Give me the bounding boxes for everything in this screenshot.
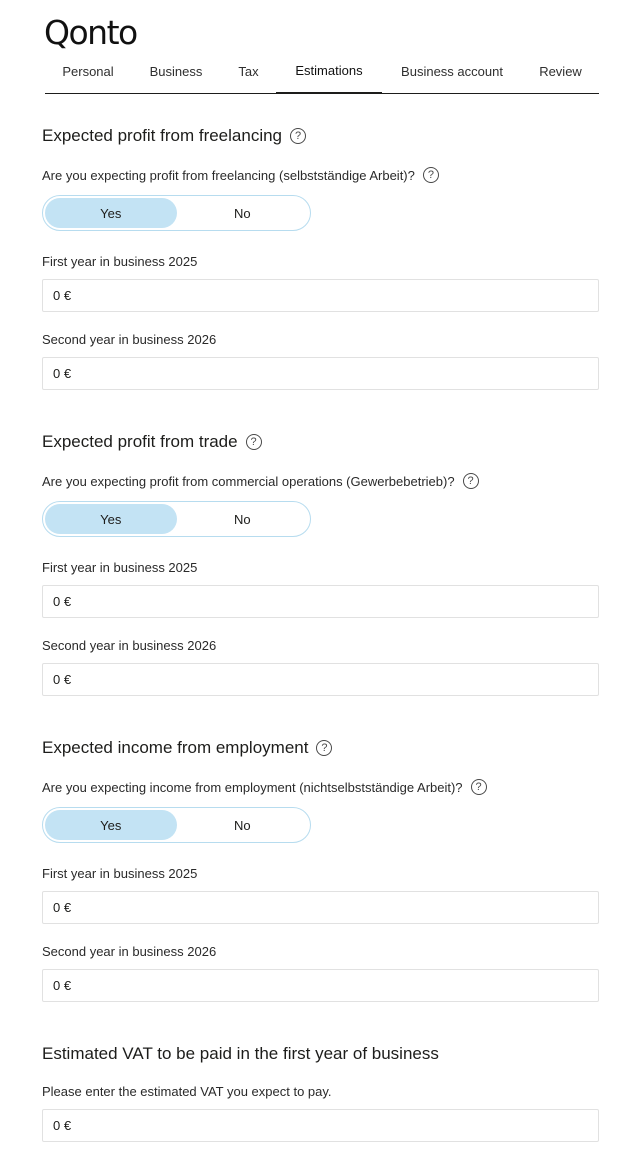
step-tabs [45, 48, 599, 94]
tab-business-account[interactable]: Business account [401, 63, 503, 79]
freelancing-first-year-label: First year in business 2025 [42, 254, 198, 269]
question-circle-icon[interactable]: ? [290, 128, 306, 144]
tab-tax[interactable]: Tax [238, 63, 259, 79]
vat-title [42, 1043, 599, 1065]
question-circle-icon[interactable]: ? [463, 473, 479, 489]
trade-section [42, 431, 599, 687]
tab-business[interactable]: Business [149, 63, 203, 79]
vat-question: Please enter the estimated VAT you expect to pay. [42, 1084, 332, 1099]
employment-section [42, 737, 599, 993]
employment-toggle [42, 807, 311, 843]
freelancing-section [42, 125, 599, 381]
trade-no-option[interactable]: No [233, 511, 251, 527]
tab-personal[interactable]: Personal [62, 63, 114, 79]
freelancing-question [42, 166, 439, 184]
employment-title-text: Expected income from employment [42, 738, 309, 757]
freelancing-title-text: Expected profit from freelancing [42, 126, 283, 145]
question-circle-icon[interactable]: ? [316, 740, 332, 756]
question-circle-icon[interactable]: ? [246, 434, 262, 450]
trade-first-year-input[interactable]: 0 € [42, 585, 599, 618]
employment-no-option[interactable]: No [233, 817, 251, 833]
trade-title [42, 431, 599, 453]
trade-yes-option[interactable]: Yes [45, 504, 177, 534]
freelancing-second-year-label: Second year in business 2026 [42, 332, 217, 347]
employment-question-text: Are you expecting income from employment (nichtselbstständige Arbeit)? [42, 779, 463, 795]
trade-toggle [42, 501, 311, 537]
vat-section [42, 1043, 599, 1133]
freelancing-first-year-input[interactable]: 0 € [42, 279, 599, 312]
vat-title-text: Estimated VAT to be paid in the first year of business [42, 1044, 439, 1063]
trade-second-year-input[interactable]: 0 € [42, 663, 599, 696]
vat-input[interactable]: 0 € [42, 1109, 599, 1142]
employment-question [42, 778, 487, 796]
freelancing-no-option[interactable]: No [233, 205, 251, 221]
freelancing-yes-option[interactable]: Yes [45, 198, 177, 228]
trade-question [42, 472, 479, 490]
employment-title [42, 737, 599, 759]
qonto-logo: Qonto [44, 13, 137, 52]
freelancing-second-year-input[interactable]: 0 € [42, 357, 599, 390]
employment-first-year-input[interactable]: 0 € [42, 891, 599, 924]
trade-question-text: Are you expecting profit from commercial operations (Gewerbebetrieb)? [42, 473, 455, 489]
trade-second-year-label: Second year in business 2026 [42, 638, 217, 653]
tab-review[interactable]: Review [539, 63, 582, 79]
employment-yes-option[interactable]: Yes [45, 810, 177, 840]
trade-title-text: Expected profit from trade [42, 432, 238, 451]
question-circle-icon[interactable]: ? [423, 167, 439, 183]
trade-first-year-label: First year in business 2025 [42, 560, 198, 575]
tab-estimations[interactable]: Estimations [276, 48, 382, 94]
freelancing-title [42, 125, 599, 147]
freelancing-toggle [42, 195, 311, 231]
employment-second-year-input[interactable]: 0 € [42, 969, 599, 1002]
freelancing-question-text: Are you expecting profit from freelancing (selbstständige Arbeit)? [42, 167, 415, 183]
question-circle-icon[interactable]: ? [471, 779, 487, 795]
employment-first-year-label: First year in business 2025 [42, 866, 198, 881]
employment-second-year-label: Second year in business 2026 [42, 944, 217, 959]
